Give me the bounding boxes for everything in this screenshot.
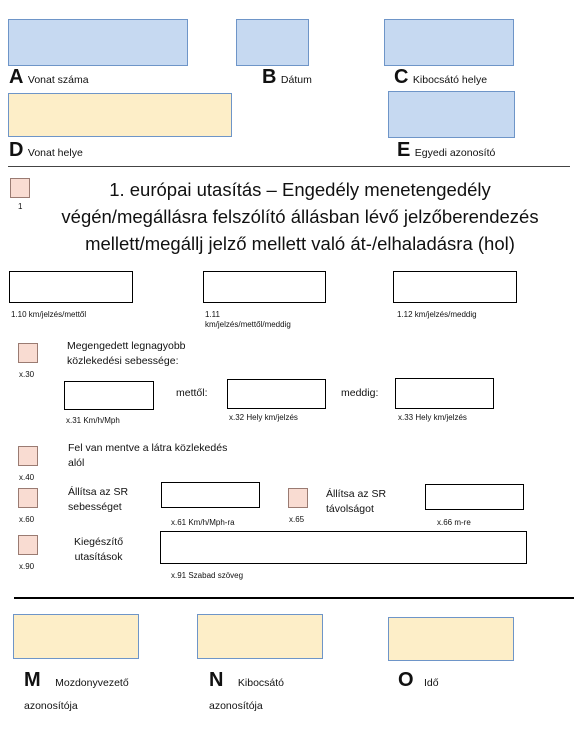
to-label: meddig: xyxy=(341,387,379,399)
driver-id-label-2: azonosítója xyxy=(24,700,78,712)
sr-distance-checkbox[interactable] xyxy=(288,488,308,508)
x91-label: x.91 Szabad szöveg xyxy=(171,571,244,580)
driver-id-label: Mozdonyvezető xyxy=(55,677,129,689)
field-1-11-label: km/jelzés/mettől/meddig xyxy=(205,320,291,329)
time-label: Idő xyxy=(424,677,439,689)
max-speed-label-line: közlekedési sebessége: xyxy=(67,355,179,367)
x66-label: x.66 m-re xyxy=(437,518,471,527)
additional-instructions-label xyxy=(74,535,123,565)
sr-distance-input[interactable] xyxy=(425,484,524,510)
x61-label: x.61 Km/h/Mph-ra xyxy=(171,518,235,527)
issuer-id-label: Kibocsátó xyxy=(237,677,285,689)
x90-code: x.90 xyxy=(19,562,35,571)
section-title xyxy=(20,176,580,257)
x33-label: x.33 Hely km/jelzés xyxy=(398,413,467,422)
exemption-label-line: Fel van mentve a látra közlekedés xyxy=(68,442,228,454)
label-o xyxy=(398,669,439,692)
free-text-input[interactable] xyxy=(160,531,527,564)
letter-a: A xyxy=(9,66,24,88)
x60-code: x.60 xyxy=(19,515,35,524)
exemption-label xyxy=(68,441,227,471)
issuing-location-field[interactable] xyxy=(384,19,514,66)
sr-speed-input[interactable] xyxy=(161,482,260,508)
location-from-input[interactable] xyxy=(9,271,133,303)
field-1-11-number: 1.11 xyxy=(205,310,220,319)
additional-instructions-label-line: utasítások xyxy=(74,551,123,563)
issuer-id-label-2: azonosítója xyxy=(209,700,263,712)
letter-d: D xyxy=(9,139,24,161)
label-c xyxy=(394,66,487,89)
label-a xyxy=(9,66,89,89)
sr-distance-label xyxy=(326,487,386,517)
location-to-input[interactable] xyxy=(393,271,517,303)
max-speed-label-line: Megengedett legnagyobb xyxy=(67,340,186,352)
label-n xyxy=(209,669,284,692)
sr-speed-checkbox[interactable] xyxy=(18,488,38,508)
max-speed-label xyxy=(67,339,186,369)
footer-divider xyxy=(14,597,574,599)
sr-distance-label-line: Állítsa az SR xyxy=(326,488,387,500)
train-location-label: Vonat helye xyxy=(27,147,83,159)
section-title-line: mellett/megállj jelző mellett való át-/elhaladásra (hol) xyxy=(85,233,515,254)
issuing-location-label: Kibocsátó helye xyxy=(412,74,488,86)
section-title-line: 1. európai utasítás – Engedély menetengedély xyxy=(109,179,491,200)
label-e xyxy=(397,139,495,162)
x65-code: x.65 xyxy=(289,515,305,524)
label-d xyxy=(9,139,83,162)
additional-instructions-checkbox[interactable] xyxy=(18,535,38,555)
sr-speed-label-line: Állítsa az SR xyxy=(68,486,129,498)
train-number-field[interactable] xyxy=(8,19,188,66)
date-field[interactable] xyxy=(236,19,309,66)
speed-value-input[interactable] xyxy=(64,381,154,410)
speed-to-location-input[interactable] xyxy=(395,378,494,409)
x32-label: x.32 Hely km/jelzés xyxy=(229,413,298,422)
exemption-checkbox[interactable] xyxy=(18,446,38,466)
label-m xyxy=(24,669,129,692)
exemption-label-line: alól xyxy=(68,457,85,469)
section-title-line: végén/megállásra felszólító állásban lévő jelzőberendezés xyxy=(61,206,539,227)
location-from-to-input[interactable] xyxy=(203,271,326,303)
section-number: 1 xyxy=(18,202,23,211)
speed-from-location-input[interactable] xyxy=(227,379,326,409)
time-field[interactable] xyxy=(388,617,514,661)
train-location-field[interactable] xyxy=(8,93,232,137)
letter-c: C xyxy=(394,66,409,88)
label-b xyxy=(262,66,312,89)
field-1-12-label: 1.12 km/jelzés/meddig xyxy=(397,310,477,319)
header-divider xyxy=(8,166,570,167)
driver-id-field[interactable] xyxy=(13,614,139,659)
x30-code: x.30 xyxy=(19,370,35,379)
sr-speed-label xyxy=(68,485,128,515)
unique-id-field[interactable] xyxy=(388,91,515,138)
field-1-10-label: 1.10 km/jelzés/mettől xyxy=(11,310,87,319)
letter-b: B xyxy=(262,66,277,88)
letter-e: E xyxy=(397,139,411,161)
additional-instructions-label-line: Kiegészítő xyxy=(74,536,124,548)
letter-n: N xyxy=(209,669,224,691)
letter-m: M xyxy=(24,669,41,691)
train-number-label: Vonat száma xyxy=(27,74,89,86)
issuer-id-field[interactable] xyxy=(197,614,323,659)
sr-speed-label-line: sebességet xyxy=(68,501,122,513)
letter-o: O xyxy=(398,669,414,691)
x40-code: x.40 xyxy=(19,473,35,482)
date-label: Dátum xyxy=(280,74,312,86)
unique-id-label: Egyedi azonosító xyxy=(414,147,496,159)
sr-distance-label-line: távolságot xyxy=(326,503,374,515)
from-label: mettől: xyxy=(176,387,208,399)
max-speed-checkbox[interactable] xyxy=(18,343,38,363)
x31-label: x.31 Km/h/Mph xyxy=(66,416,120,425)
